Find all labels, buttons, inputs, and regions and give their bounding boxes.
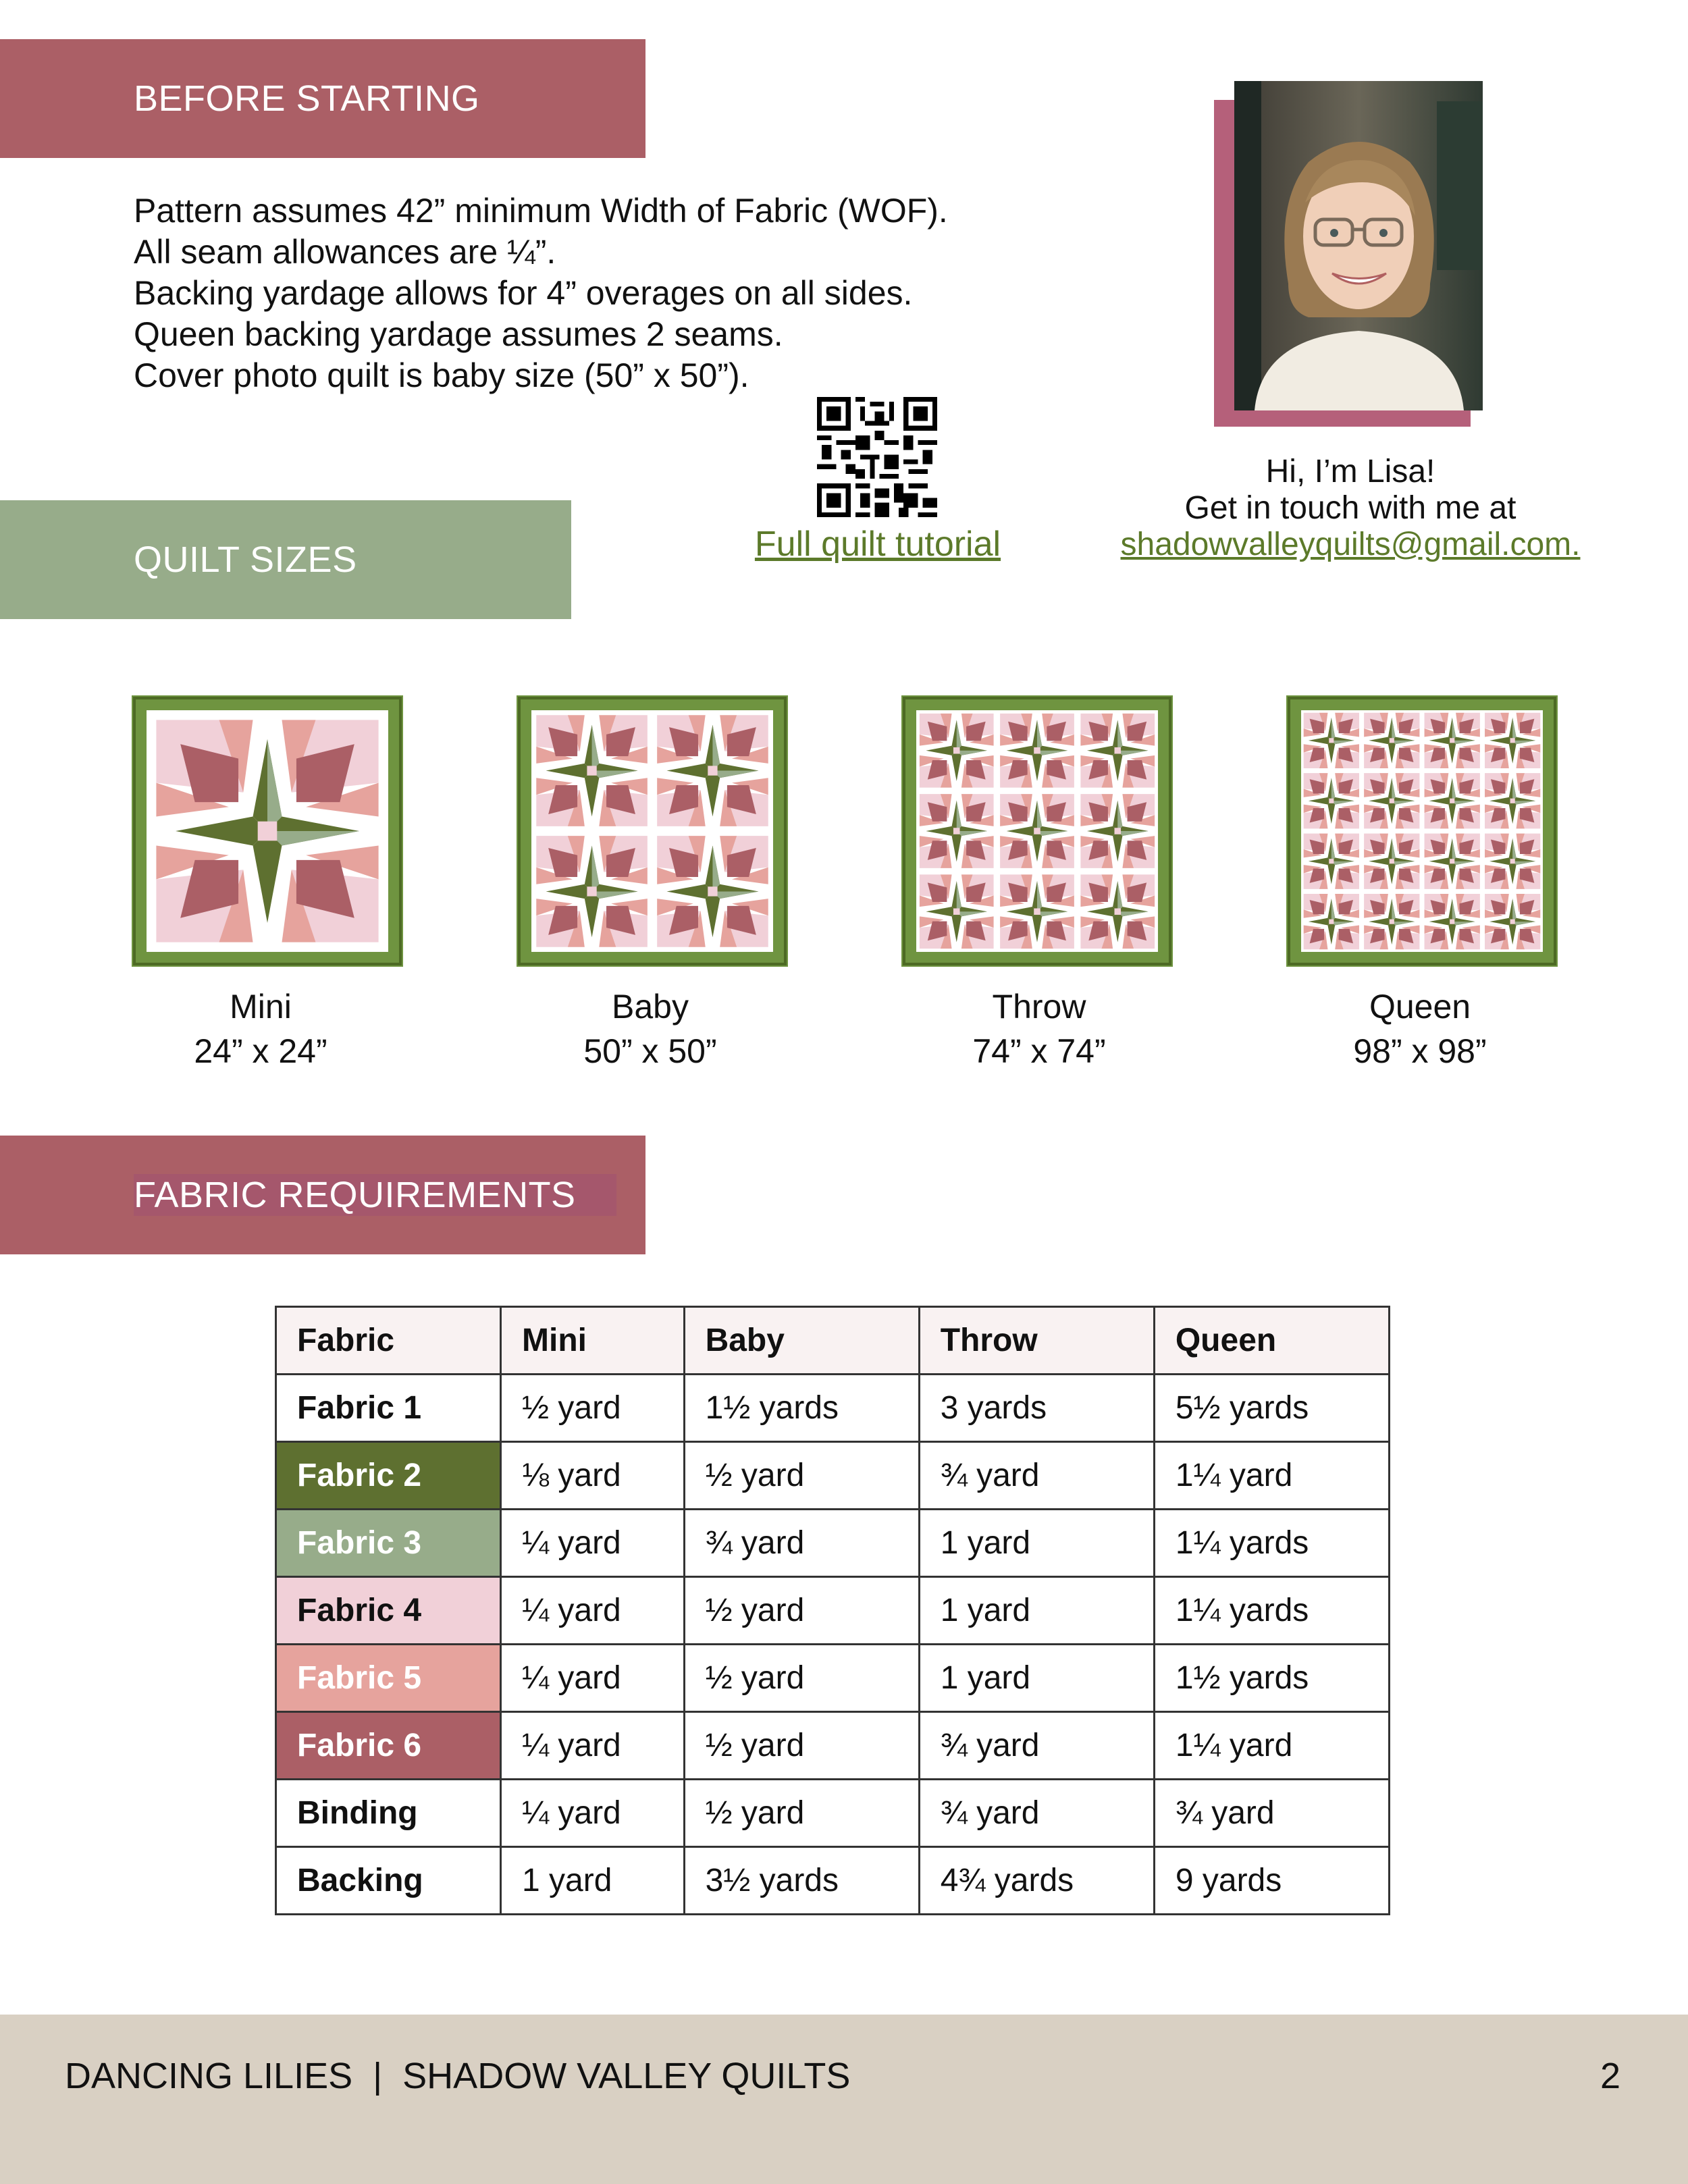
table-row xyxy=(276,1712,1390,1780)
table-cell: 1¼ yards xyxy=(1154,1577,1389,1645)
table-cell: 1½ yards xyxy=(1154,1645,1389,1712)
size-label-baby xyxy=(515,984,786,1073)
column-header: Queen xyxy=(1154,1307,1389,1375)
quilt-sizes-banner xyxy=(0,500,571,619)
fabric-requirements-table xyxy=(275,1306,1390,1915)
table-cell: 1¼ yards xyxy=(1154,1510,1389,1577)
fabric-name-cell: Fabric 6 xyxy=(276,1712,501,1780)
table-cell: 9 yards xyxy=(1154,1847,1389,1915)
contact-info xyxy=(1107,454,1593,563)
table-cell: 3½ yards xyxy=(684,1847,919,1915)
column-header: Baby xyxy=(684,1307,919,1375)
email-link[interactable]: shadowvalleyquilts@gmail.com. xyxy=(1120,527,1581,562)
table-cell: ¼ yard xyxy=(501,1577,685,1645)
note-line: Pattern assumes 42” minimum Width of Fabric (WOF). xyxy=(134,192,948,230)
table-row xyxy=(276,1847,1390,1915)
quilt-mini-image xyxy=(132,695,403,967)
table-cell: ¼ yard xyxy=(501,1510,685,1577)
table-cell: ¾ yard xyxy=(1154,1780,1389,1847)
qr-code-icon[interactable] xyxy=(817,397,937,517)
size-name: Baby xyxy=(612,988,689,1026)
table-cell: ¾ yard xyxy=(919,1712,1154,1780)
table-cell: 1¼ yard xyxy=(1154,1442,1389,1510)
size-label-throw xyxy=(903,984,1175,1073)
table-cell: 1½ yards xyxy=(684,1375,919,1442)
table-cell: ⅛ yard xyxy=(501,1442,685,1510)
note-line: Backing yardage allows for 4” overages on all sides. xyxy=(134,274,913,312)
table-cell: 1 yard xyxy=(919,1510,1154,1577)
fabric-requirements-banner xyxy=(0,1136,645,1254)
size-label-queen xyxy=(1284,984,1556,1073)
table-cell: 5½ yards xyxy=(1154,1375,1389,1442)
table-cell: ½ yard xyxy=(684,1645,919,1712)
column-header: Mini xyxy=(501,1307,685,1375)
fabric-name-cell: Fabric 3 xyxy=(276,1510,501,1577)
note-line: All seam allowances are ¼”. xyxy=(134,233,556,271)
table-cell: ¾ yard xyxy=(684,1510,919,1577)
fabric-name-cell: Fabric 1 xyxy=(276,1375,501,1442)
fabric-requirements-heading: FABRIC REQUIREMENTS xyxy=(134,1174,616,1216)
size-dimensions: 24” x 24” xyxy=(194,1032,327,1070)
fabric-name-cell: Backing xyxy=(276,1847,501,1915)
size-dimensions: 98” x 98” xyxy=(1353,1032,1487,1070)
size-name: Queen xyxy=(1369,988,1471,1026)
table-cell: 4¾ yards xyxy=(919,1847,1154,1915)
full-quilt-tutorial-link[interactable]: Full quilt tutorial xyxy=(754,525,1001,564)
quilt-baby-image xyxy=(517,695,788,967)
quilt-sizes-heading: QUILT SIZES xyxy=(134,539,357,580)
size-name: Mini xyxy=(230,988,292,1026)
pattern-notes xyxy=(134,190,948,396)
table-row xyxy=(276,1442,1390,1510)
table-cell: ½ yard xyxy=(684,1442,919,1510)
fabric-name-cell: Binding xyxy=(276,1780,501,1847)
contact-prompt: Get in touch with me at xyxy=(1184,490,1516,526)
column-header: Throw xyxy=(919,1307,1154,1375)
table-cell: 3 yards xyxy=(919,1375,1154,1442)
table-row xyxy=(276,1510,1390,1577)
table-cell: ¾ yard xyxy=(919,1780,1154,1847)
fabric-name-cell: Fabric 5 xyxy=(276,1645,501,1712)
table-cell: ¾ yard xyxy=(919,1442,1154,1510)
table-cell: ¼ yard xyxy=(501,1780,685,1847)
size-name: Throw xyxy=(992,988,1086,1026)
size-dimensions: 74” x 74” xyxy=(972,1032,1106,1070)
table-cell: ½ yard xyxy=(684,1712,919,1780)
table-row xyxy=(276,1375,1390,1442)
designer-photo xyxy=(1234,81,1483,410)
before-starting-banner xyxy=(0,39,645,158)
table-cell: 1 yard xyxy=(919,1645,1154,1712)
table-cell: ½ yard xyxy=(684,1577,919,1645)
size-label-mini xyxy=(125,984,396,1073)
quilt-queen-image xyxy=(1286,695,1558,967)
column-header: Fabric xyxy=(276,1307,501,1375)
table-cell: 1¼ yard xyxy=(1154,1712,1389,1780)
page-number: 2 xyxy=(1600,2056,1620,2096)
note-line: Cover photo quilt is baby size (50” x 50”). xyxy=(134,356,749,394)
footer-title: DANCING LILIES | SHADOW VALLEY QUILTS xyxy=(65,2056,851,2096)
note-line: Queen backing yardage assumes 2 seams. xyxy=(134,315,783,353)
table-cell: ¼ yard xyxy=(501,1712,685,1780)
table-cell: ½ yard xyxy=(684,1780,919,1847)
table-cell: 1 yard xyxy=(919,1577,1154,1645)
table-header-row xyxy=(276,1307,1390,1375)
table-cell: 1 yard xyxy=(501,1847,685,1915)
page-footer xyxy=(0,2015,1688,2184)
quilt-throw-image xyxy=(901,695,1173,967)
table-row xyxy=(276,1645,1390,1712)
table-row xyxy=(276,1780,1390,1847)
table-cell: ¼ yard xyxy=(501,1645,685,1712)
greeting: Hi, I’m Lisa! xyxy=(1265,454,1435,489)
table-cell: ½ yard xyxy=(501,1375,685,1442)
before-starting-heading: BEFORE STARTING xyxy=(134,78,480,119)
fabric-name-cell: Fabric 2 xyxy=(276,1442,501,1510)
table-row xyxy=(276,1577,1390,1645)
fabric-name-cell: Fabric 4 xyxy=(276,1577,501,1645)
size-dimensions: 50” x 50” xyxy=(583,1032,717,1070)
